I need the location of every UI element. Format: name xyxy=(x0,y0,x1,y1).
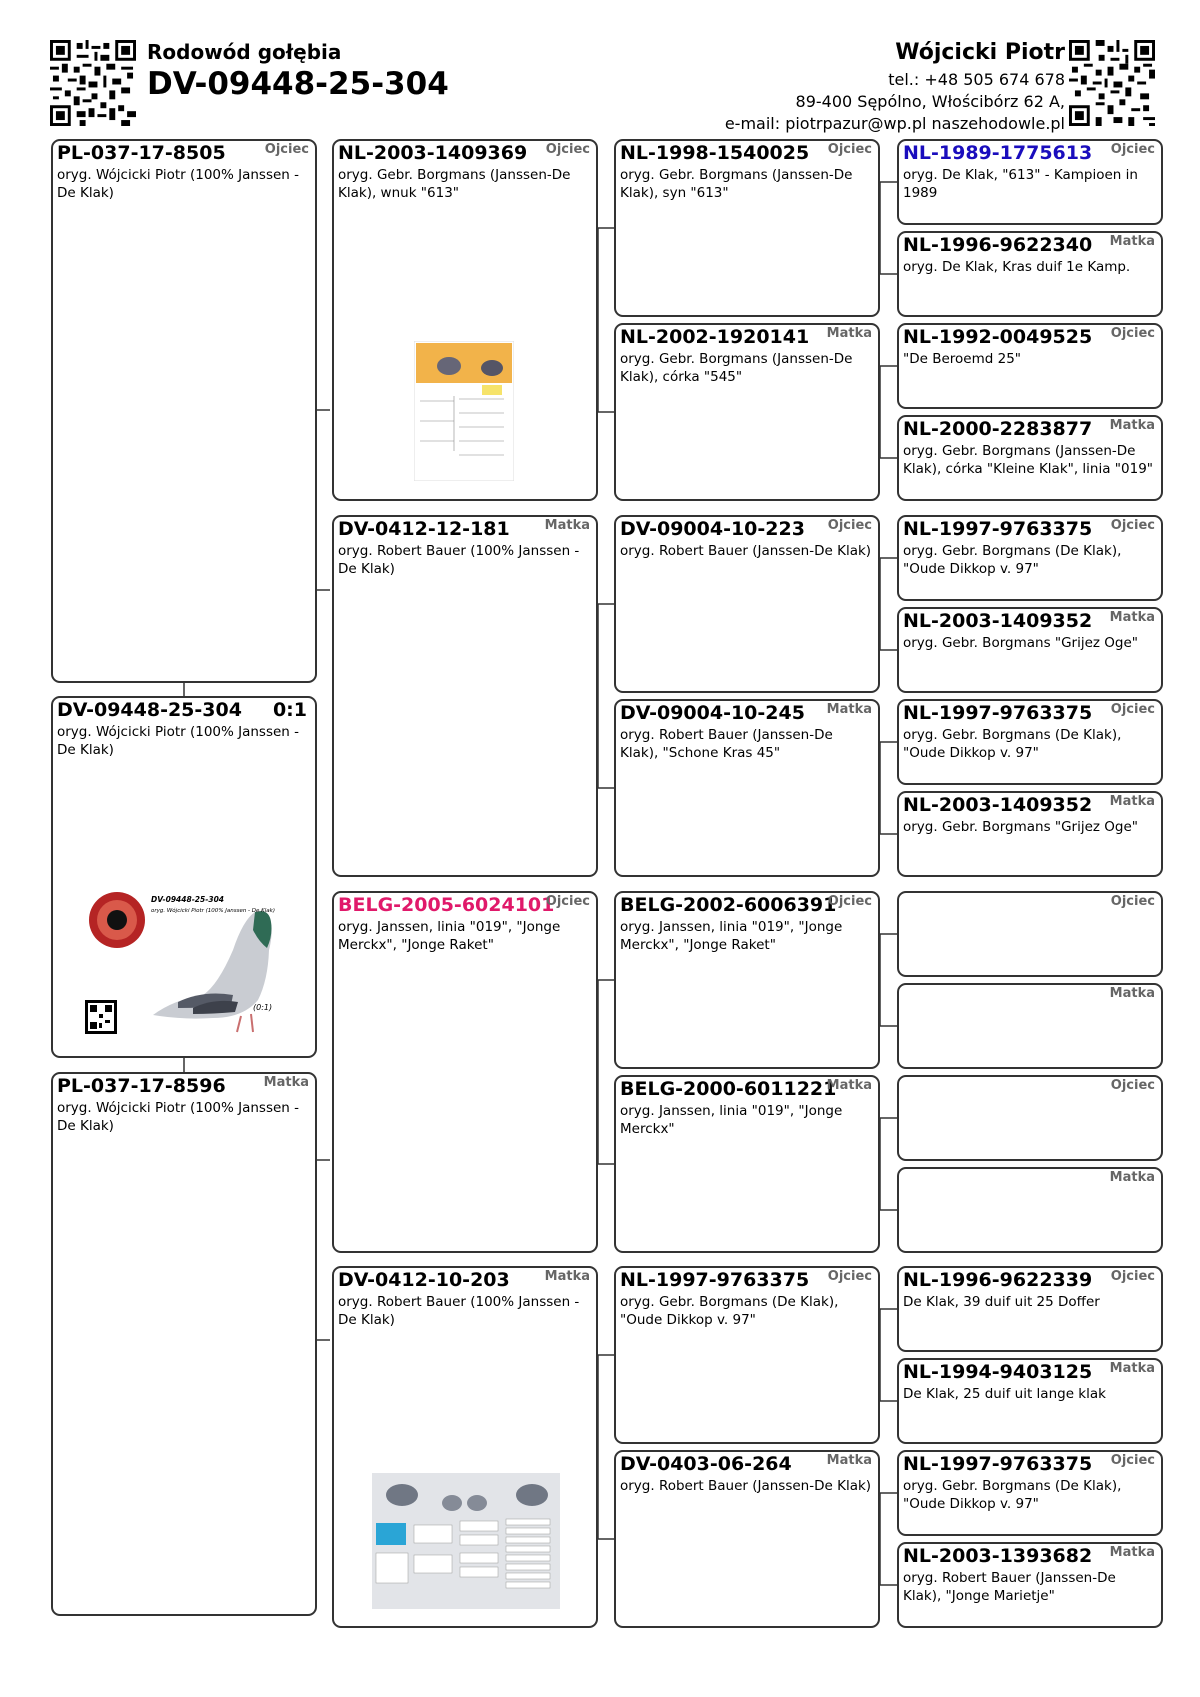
ring-number: NL-1997-9763375 xyxy=(620,1269,810,1291)
owner-name: Wójcicki Piotr xyxy=(895,40,1065,65)
ring-number: PL-037-17-8505 xyxy=(57,142,226,164)
ring-number: DV-0412-10-203 xyxy=(338,1269,510,1291)
document-title-ring: DV-09448-25-304 xyxy=(147,66,449,102)
sex-label: Ojciec xyxy=(1110,326,1155,341)
qr-code-icon xyxy=(50,40,136,126)
pigeon-photo xyxy=(83,890,281,1040)
sex-label: Matka xyxy=(1109,1170,1155,1185)
pedigree-card-g3-6[interactable] xyxy=(614,1266,880,1444)
ring-number: NL-1996-9622340 xyxy=(903,234,1093,256)
sex-label: Matka xyxy=(826,1078,872,1093)
sex-label: Ojciec xyxy=(827,1269,872,1284)
ring-number: BELG-2005-6024101 xyxy=(338,894,555,916)
owner-contact: e-mail: piotrpazur@wp.pl naszehodowle.pl xyxy=(724,114,1065,133)
pedigree-card-g4-6[interactable] xyxy=(897,699,1163,785)
pedigree-card-g3-0[interactable] xyxy=(614,139,880,317)
sex-label: Matka xyxy=(1109,794,1155,809)
pedigree-card-g4-11[interactable] xyxy=(897,1167,1163,1253)
ring-number: NL-2000-2283877 xyxy=(903,418,1093,440)
pedigree-scan-thumbnail xyxy=(414,341,514,481)
pedigree-card-g3-7[interactable] xyxy=(614,1450,880,1628)
ring-number: NL-2003-1409352 xyxy=(903,610,1093,632)
bird-description: oryg. Gebr. Borgmans "Grijez Oge" xyxy=(903,819,1139,835)
bird-description: oryg. De Klak, "613" - Kampioen in 1989 xyxy=(903,167,1138,201)
ring-number: BELG-2000-6011221 xyxy=(620,1078,837,1100)
bird-description: oryg. Gebr. Borgmans (Janssen-De Klak), córka "Kleine Klak", linia "019" xyxy=(903,443,1153,477)
sex-label: Ojciec xyxy=(1110,142,1155,157)
pedigree-card-g4-4[interactable] xyxy=(897,515,1163,601)
sex-label: Ojciec xyxy=(1110,702,1155,717)
bird-description: oryg. Robert Bauer (Janssen-De Klak) xyxy=(620,1478,872,1494)
bird-description: oryg. Janssen, linia "019", "Jonge Merckx" xyxy=(620,1103,843,1137)
bird-description: oryg. Gebr. Borgmans (De Klak), "Oude Dikkop v. 97" xyxy=(903,727,1122,761)
bird-description: oryg. Robert Bauer (100% Janssen - De Klak) xyxy=(338,543,580,577)
bird-description: oryg. Gebr. Borgmans (Janssen-De Klak), wnuk "613" xyxy=(338,167,571,201)
ring-number: DV-09448-25-304 xyxy=(57,699,242,721)
bird-description: oryg. Janssen, linia "019", "Jonge Merckx", "Jonge Raket" xyxy=(338,919,561,953)
pedigree-card-g4-1[interactable] xyxy=(897,231,1163,317)
bird-description: oryg. De Klak, Kras duif 1e Kamp. xyxy=(903,259,1131,275)
sex-label: Matka xyxy=(1109,234,1155,249)
ring-number: NL-1989-1775613 xyxy=(903,142,1093,164)
ring-number: NL-1998-1540025 xyxy=(620,142,810,164)
pedigree-scan-thumbnail xyxy=(372,1473,560,1609)
ring-number: DV-0403-06-264 xyxy=(620,1453,792,1475)
pedigree-card-g2-0[interactable] xyxy=(332,139,598,501)
pedigree-card-g4-8[interactable] xyxy=(897,891,1163,977)
owner-phone: tel.: +48 505 674 678 xyxy=(888,70,1065,89)
sex-label: Ojciec xyxy=(827,142,872,157)
sex-label: Matka xyxy=(1109,418,1155,433)
ring-number: NL-2003-1409369 xyxy=(338,142,528,164)
photo-score-label: (0:1) xyxy=(253,1003,273,1012)
sex-label: Matka xyxy=(826,1453,872,1468)
pedigree-card-g4-0[interactable] xyxy=(897,139,1163,225)
pedigree-card-g3-3[interactable] xyxy=(614,699,880,877)
ring-number: NL-2003-1393682 xyxy=(903,1545,1093,1567)
bird-description: De Klak, 39 duif uit 25 Doffer xyxy=(903,1294,1100,1310)
sex-label: Matka xyxy=(826,326,872,341)
ring-number: NL-1997-9763375 xyxy=(903,518,1093,540)
ring-number: NL-1997-9763375 xyxy=(903,1453,1093,1475)
pedigree-card-g4-14[interactable] xyxy=(897,1450,1163,1536)
ring-number: PL-037-17-8596 xyxy=(57,1075,226,1097)
ring-number: NL-2003-1409352 xyxy=(903,794,1093,816)
bird-description: oryg. Gebr. Borgmans (De Klak), "Oude Dikkop v. 97" xyxy=(903,1478,1122,1512)
pedigree-card-g2-2[interactable] xyxy=(332,891,598,1253)
bird-description: oryg. Gebr. Borgmans "Grijez Oge" xyxy=(903,635,1139,651)
photo-ring-label: DV-09448-25-304 xyxy=(151,895,225,904)
sex-label: Ojciec xyxy=(1110,894,1155,909)
bird-description: oryg. Wójcicki Piotr (100% Janssen - De Klak) xyxy=(57,724,300,758)
pedigree-card-g4-2[interactable] xyxy=(897,323,1163,409)
sex-label: Ojciec xyxy=(264,142,309,157)
bird-description: "De Beroemd 25" xyxy=(903,351,1021,367)
pedigree-card-g2-3[interactable] xyxy=(332,1266,598,1628)
pedigree-card-subject[interactable] xyxy=(51,696,317,1058)
bird-description: oryg. Janssen, linia "019", "Jonge Merckx", "Jonge Raket" xyxy=(620,919,843,953)
pedigree-card-g4-7[interactable] xyxy=(897,791,1163,877)
bird-description: De Klak, 25 duif uit lange klak xyxy=(903,1386,1106,1402)
photo-sub-label: oryg. Wójcicki Piotr (100% Janssen - De Klak) xyxy=(151,908,275,914)
bird-description: oryg. Gebr. Borgmans (De Klak), "Oude Dikkop v. 97" xyxy=(620,1294,839,1328)
sex-label: Matka xyxy=(1109,986,1155,1001)
bird-description: oryg. Robert Bauer (Janssen-De Klak) xyxy=(620,543,872,559)
sex-label: Matka xyxy=(826,702,872,717)
pedigree-card-g3-1[interactable] xyxy=(614,323,880,501)
pedigree-card-g3-5[interactable] xyxy=(614,1075,880,1253)
sex-label: Ojciec xyxy=(545,142,590,157)
sex-label: Ojciec xyxy=(1110,518,1155,533)
sex-label: Ojciec xyxy=(1110,1269,1155,1284)
pedigree-card-father[interactable] xyxy=(51,139,317,683)
pedigree-card-g4-15[interactable] xyxy=(897,1542,1163,1628)
pedigree-card-g4-12[interactable] xyxy=(897,1266,1163,1352)
sex-label: Ojciec xyxy=(1110,1078,1155,1093)
ring-number: NL-1997-9763375 xyxy=(903,702,1093,724)
sex-label: Matka xyxy=(263,1075,309,1090)
sex-label: Ojciec xyxy=(1110,1453,1155,1468)
pedigree-card-g3-4[interactable] xyxy=(614,891,880,1069)
ring-number: NL-1996-9622339 xyxy=(903,1269,1093,1291)
ring-number: BELG-2002-6006391 xyxy=(620,894,837,916)
bird-description: oryg. Gebr. Borgmans (De Klak), "Oude Dikkop v. 97" xyxy=(903,543,1122,577)
sex-label: Ojciec xyxy=(545,894,590,909)
owner-address: 89-400 Sępólno, Włościbórz 62 A, xyxy=(795,92,1065,111)
sex-label: Matka xyxy=(1109,1361,1155,1376)
qr-code-icon xyxy=(1069,40,1155,126)
pedigree-card-g4-13[interactable] xyxy=(897,1358,1163,1444)
ring-number: NL-1992-0049525 xyxy=(903,326,1093,348)
bird-description: oryg. Robert Bauer (100% Janssen - De Klak) xyxy=(338,1294,580,1328)
document-subtitle: Rodowód gołębia xyxy=(147,40,342,64)
score-label: 0:1 xyxy=(272,699,307,721)
pedigree-card-g3-2[interactable] xyxy=(614,515,880,693)
pedigree-card-mother[interactable] xyxy=(51,1072,317,1616)
ring-number: NL-1994-9403125 xyxy=(903,1361,1093,1383)
sex-label: Matka xyxy=(544,1269,590,1284)
sex-label: Ojciec xyxy=(827,518,872,533)
sex-label: Matka xyxy=(1109,1545,1155,1560)
ring-number: DV-09004-10-223 xyxy=(620,518,805,540)
pedigree-card-g4-9[interactable] xyxy=(897,983,1163,1069)
ring-number: DV-09004-10-245 xyxy=(620,702,805,724)
bird-description: oryg. Gebr. Borgmans (Janssen-De Klak), córka "545" xyxy=(620,351,853,385)
ring-number: DV-0412-12-181 xyxy=(338,518,510,540)
bird-description: oryg. Wójcicki Piotr (100% Janssen - De Klak) xyxy=(57,1100,300,1134)
pedigree-card-g2-1[interactable] xyxy=(332,515,598,877)
sex-label: Matka xyxy=(1109,610,1155,625)
bird-description: oryg. Gebr. Borgmans (Janssen-De Klak), syn "613" xyxy=(620,167,853,201)
sex-label: Ojciec xyxy=(827,894,872,909)
bird-description: oryg. Wójcicki Piotr (100% Janssen - De Klak) xyxy=(57,167,300,201)
ring-number: NL-2002-1920141 xyxy=(620,326,810,348)
bird-description: oryg. Robert Bauer (Janssen-De Klak), "Jonge Marietje" xyxy=(903,1570,1116,1604)
pedigree-card-g4-10[interactable] xyxy=(897,1075,1163,1161)
pedigree-card-g4-5[interactable] xyxy=(897,607,1163,693)
pedigree-card-g4-3[interactable] xyxy=(897,415,1163,501)
sex-label: Matka xyxy=(544,518,590,533)
bird-description: oryg. Robert Bauer (Janssen-De Klak), "Schone Kras 45" xyxy=(620,727,833,761)
